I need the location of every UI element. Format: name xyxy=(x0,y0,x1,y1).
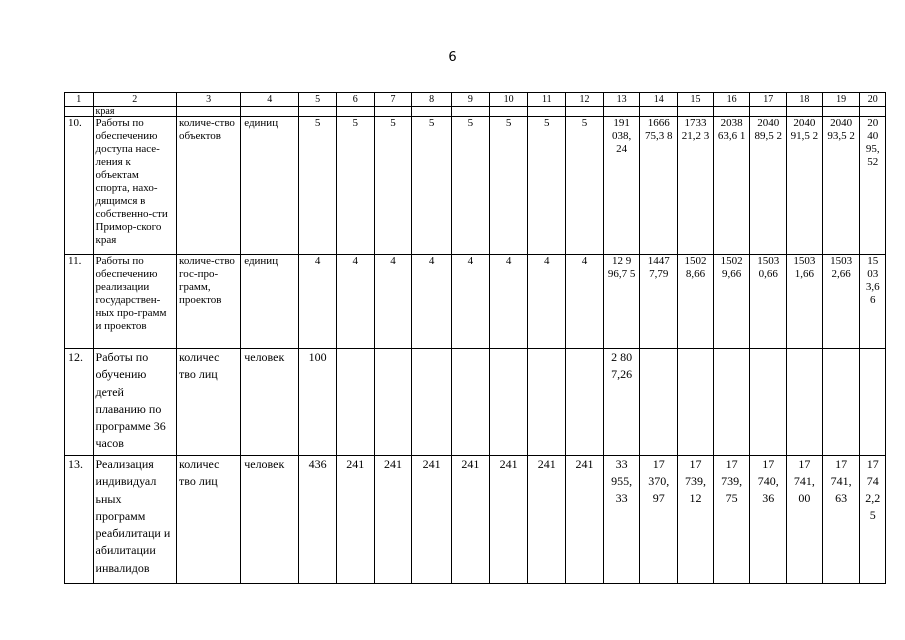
value-cell xyxy=(336,349,374,456)
value-cell xyxy=(374,349,412,456)
column-number: 14 xyxy=(640,93,678,107)
value-cell: 4 xyxy=(452,255,490,349)
value-cell xyxy=(640,349,678,456)
value-cell: 15 03 3,6 6 xyxy=(860,255,886,349)
value-cell: 5 xyxy=(566,117,604,255)
value-cell xyxy=(566,349,604,456)
column-number: 16 xyxy=(713,93,750,107)
column-number-row xyxy=(65,93,886,107)
value-cell xyxy=(713,349,750,456)
value-cell: 1666 75,3 8 xyxy=(640,117,678,255)
value-cell: 12 9 96,7 5 xyxy=(603,255,640,349)
value-cell xyxy=(489,349,528,456)
column-number: 17 xyxy=(750,93,787,107)
value-cell: 241 xyxy=(374,456,412,584)
table-row xyxy=(65,456,886,584)
value-cell: 4 xyxy=(336,255,374,349)
indicator-name: количе-ство объектов xyxy=(177,117,241,255)
value-cell xyxy=(822,349,860,456)
value-cell: 1502 9,66 xyxy=(713,255,750,349)
value-cell: 4 xyxy=(412,255,452,349)
value-cell: 5 xyxy=(489,117,528,255)
value-cell: 241 xyxy=(452,456,490,584)
unit-of-measure: человек xyxy=(241,456,299,584)
value-cell xyxy=(750,349,787,456)
value-cell: 2040 93,5 2 xyxy=(822,117,860,255)
value-cell: 4 xyxy=(299,255,337,349)
table-row xyxy=(65,349,886,456)
column-number: 15 xyxy=(678,93,714,107)
value-cell: 2038 63,6 1 xyxy=(713,117,750,255)
value-cell: 5 xyxy=(412,117,452,255)
column-number: 10 xyxy=(489,93,528,107)
table-row xyxy=(65,117,886,255)
unit-of-measure: единиц xyxy=(241,255,299,349)
value-cell: 100 xyxy=(299,349,337,456)
column-number: 1 xyxy=(65,93,94,107)
value-cell: 2040 91,5 2 xyxy=(787,117,823,255)
value-cell: 1502 8,66 xyxy=(678,255,714,349)
value-cell xyxy=(787,349,823,456)
column-number: 2 xyxy=(93,93,177,107)
value-cell: 5 xyxy=(336,117,374,255)
value-cell: 436 xyxy=(299,456,337,584)
value-cell xyxy=(412,349,452,456)
column-number: 13 xyxy=(603,93,640,107)
value-cell: 17 741, 63 xyxy=(822,456,860,584)
column-number: 12 xyxy=(566,93,604,107)
value-cell: 4 xyxy=(528,255,566,349)
value-cell: 5 xyxy=(299,117,337,255)
value-cell xyxy=(528,349,566,456)
value-cell: 33 955, 33 xyxy=(603,456,640,584)
value-cell: 1733 21,2 3 xyxy=(678,117,714,255)
value-cell xyxy=(452,349,490,456)
value-cell: 17 741, 00 xyxy=(787,456,823,584)
unit-of-measure: человек xyxy=(241,349,299,456)
value-cell: 17 740, 36 xyxy=(750,456,787,584)
value-cell: 17 74 2,2 5 xyxy=(860,456,886,584)
value-cell: 17 370, 97 xyxy=(640,456,678,584)
column-number: 3 xyxy=(177,93,241,107)
value-cell: 20 40 95, 52 xyxy=(860,117,886,255)
value-cell xyxy=(860,349,886,456)
value-cell: 4 xyxy=(566,255,604,349)
value-cell: 5 xyxy=(528,117,566,255)
row-number: 13. xyxy=(65,456,94,584)
value-cell: 191 038, 24 xyxy=(603,117,640,255)
value-cell: 17 739, 12 xyxy=(678,456,714,584)
indicator-name: количес тво лиц xyxy=(177,349,241,456)
value-cell: 2 80 7,26 xyxy=(603,349,640,456)
column-number: 8 xyxy=(412,93,452,107)
work-name: Реализация индивидуал ьных программ реабилитаци и абилитации инвалидов xyxy=(93,456,177,584)
column-number: 5 xyxy=(299,93,337,107)
value-cell: 5 xyxy=(374,117,412,255)
value-cell: 1503 2,66 xyxy=(822,255,860,349)
value-cell: 241 xyxy=(336,456,374,584)
indicator-name: количес тво лиц xyxy=(177,456,241,584)
row-number: 11. xyxy=(65,255,94,349)
column-number: 6 xyxy=(336,93,374,107)
value-cell: 1503 0,66 xyxy=(750,255,787,349)
work-name: Работы по обеспечению доступа насе-ления к объектам спорта, нахо-дящимся в собственно-сти Примор-ского края xyxy=(93,117,177,255)
column-number: 7 xyxy=(374,93,412,107)
indicator-name: количе-ство гос-про-грамм, проектов xyxy=(177,255,241,349)
row-number: 10. xyxy=(65,117,94,255)
value-cell: 1447 7,79 xyxy=(640,255,678,349)
value-cell: 241 xyxy=(566,456,604,584)
value-cell: 241 xyxy=(489,456,528,584)
value-cell: 17 739, 75 xyxy=(713,456,750,584)
page-number: 6 xyxy=(448,50,457,65)
column-number: 4 xyxy=(241,93,299,107)
value-cell xyxy=(678,349,714,456)
row-number: 12. xyxy=(65,349,94,456)
column-number: 19 xyxy=(822,93,860,107)
column-number: 18 xyxy=(787,93,823,107)
continuation-row xyxy=(65,107,886,117)
value-cell: 4 xyxy=(374,255,412,349)
data-table xyxy=(64,92,886,584)
continuation-text: края xyxy=(93,107,177,117)
table-row xyxy=(65,255,886,349)
value-cell: 2040 89,5 2 xyxy=(750,117,787,255)
value-cell: 5 xyxy=(452,117,490,255)
unit-of-measure: единиц xyxy=(241,117,299,255)
value-cell: 241 xyxy=(528,456,566,584)
work-name: Работы по обеспечению реализации государствен-ных про-грамм и проектов xyxy=(93,255,177,349)
column-number: 11 xyxy=(528,93,566,107)
column-number: 9 xyxy=(452,93,490,107)
value-cell: 1503 1,66 xyxy=(787,255,823,349)
value-cell: 241 xyxy=(412,456,452,584)
value-cell: 4 xyxy=(489,255,528,349)
column-number: 20 xyxy=(860,93,886,107)
work-name: Работы по обучению детей плаванию по программе 36 часов xyxy=(93,349,177,456)
